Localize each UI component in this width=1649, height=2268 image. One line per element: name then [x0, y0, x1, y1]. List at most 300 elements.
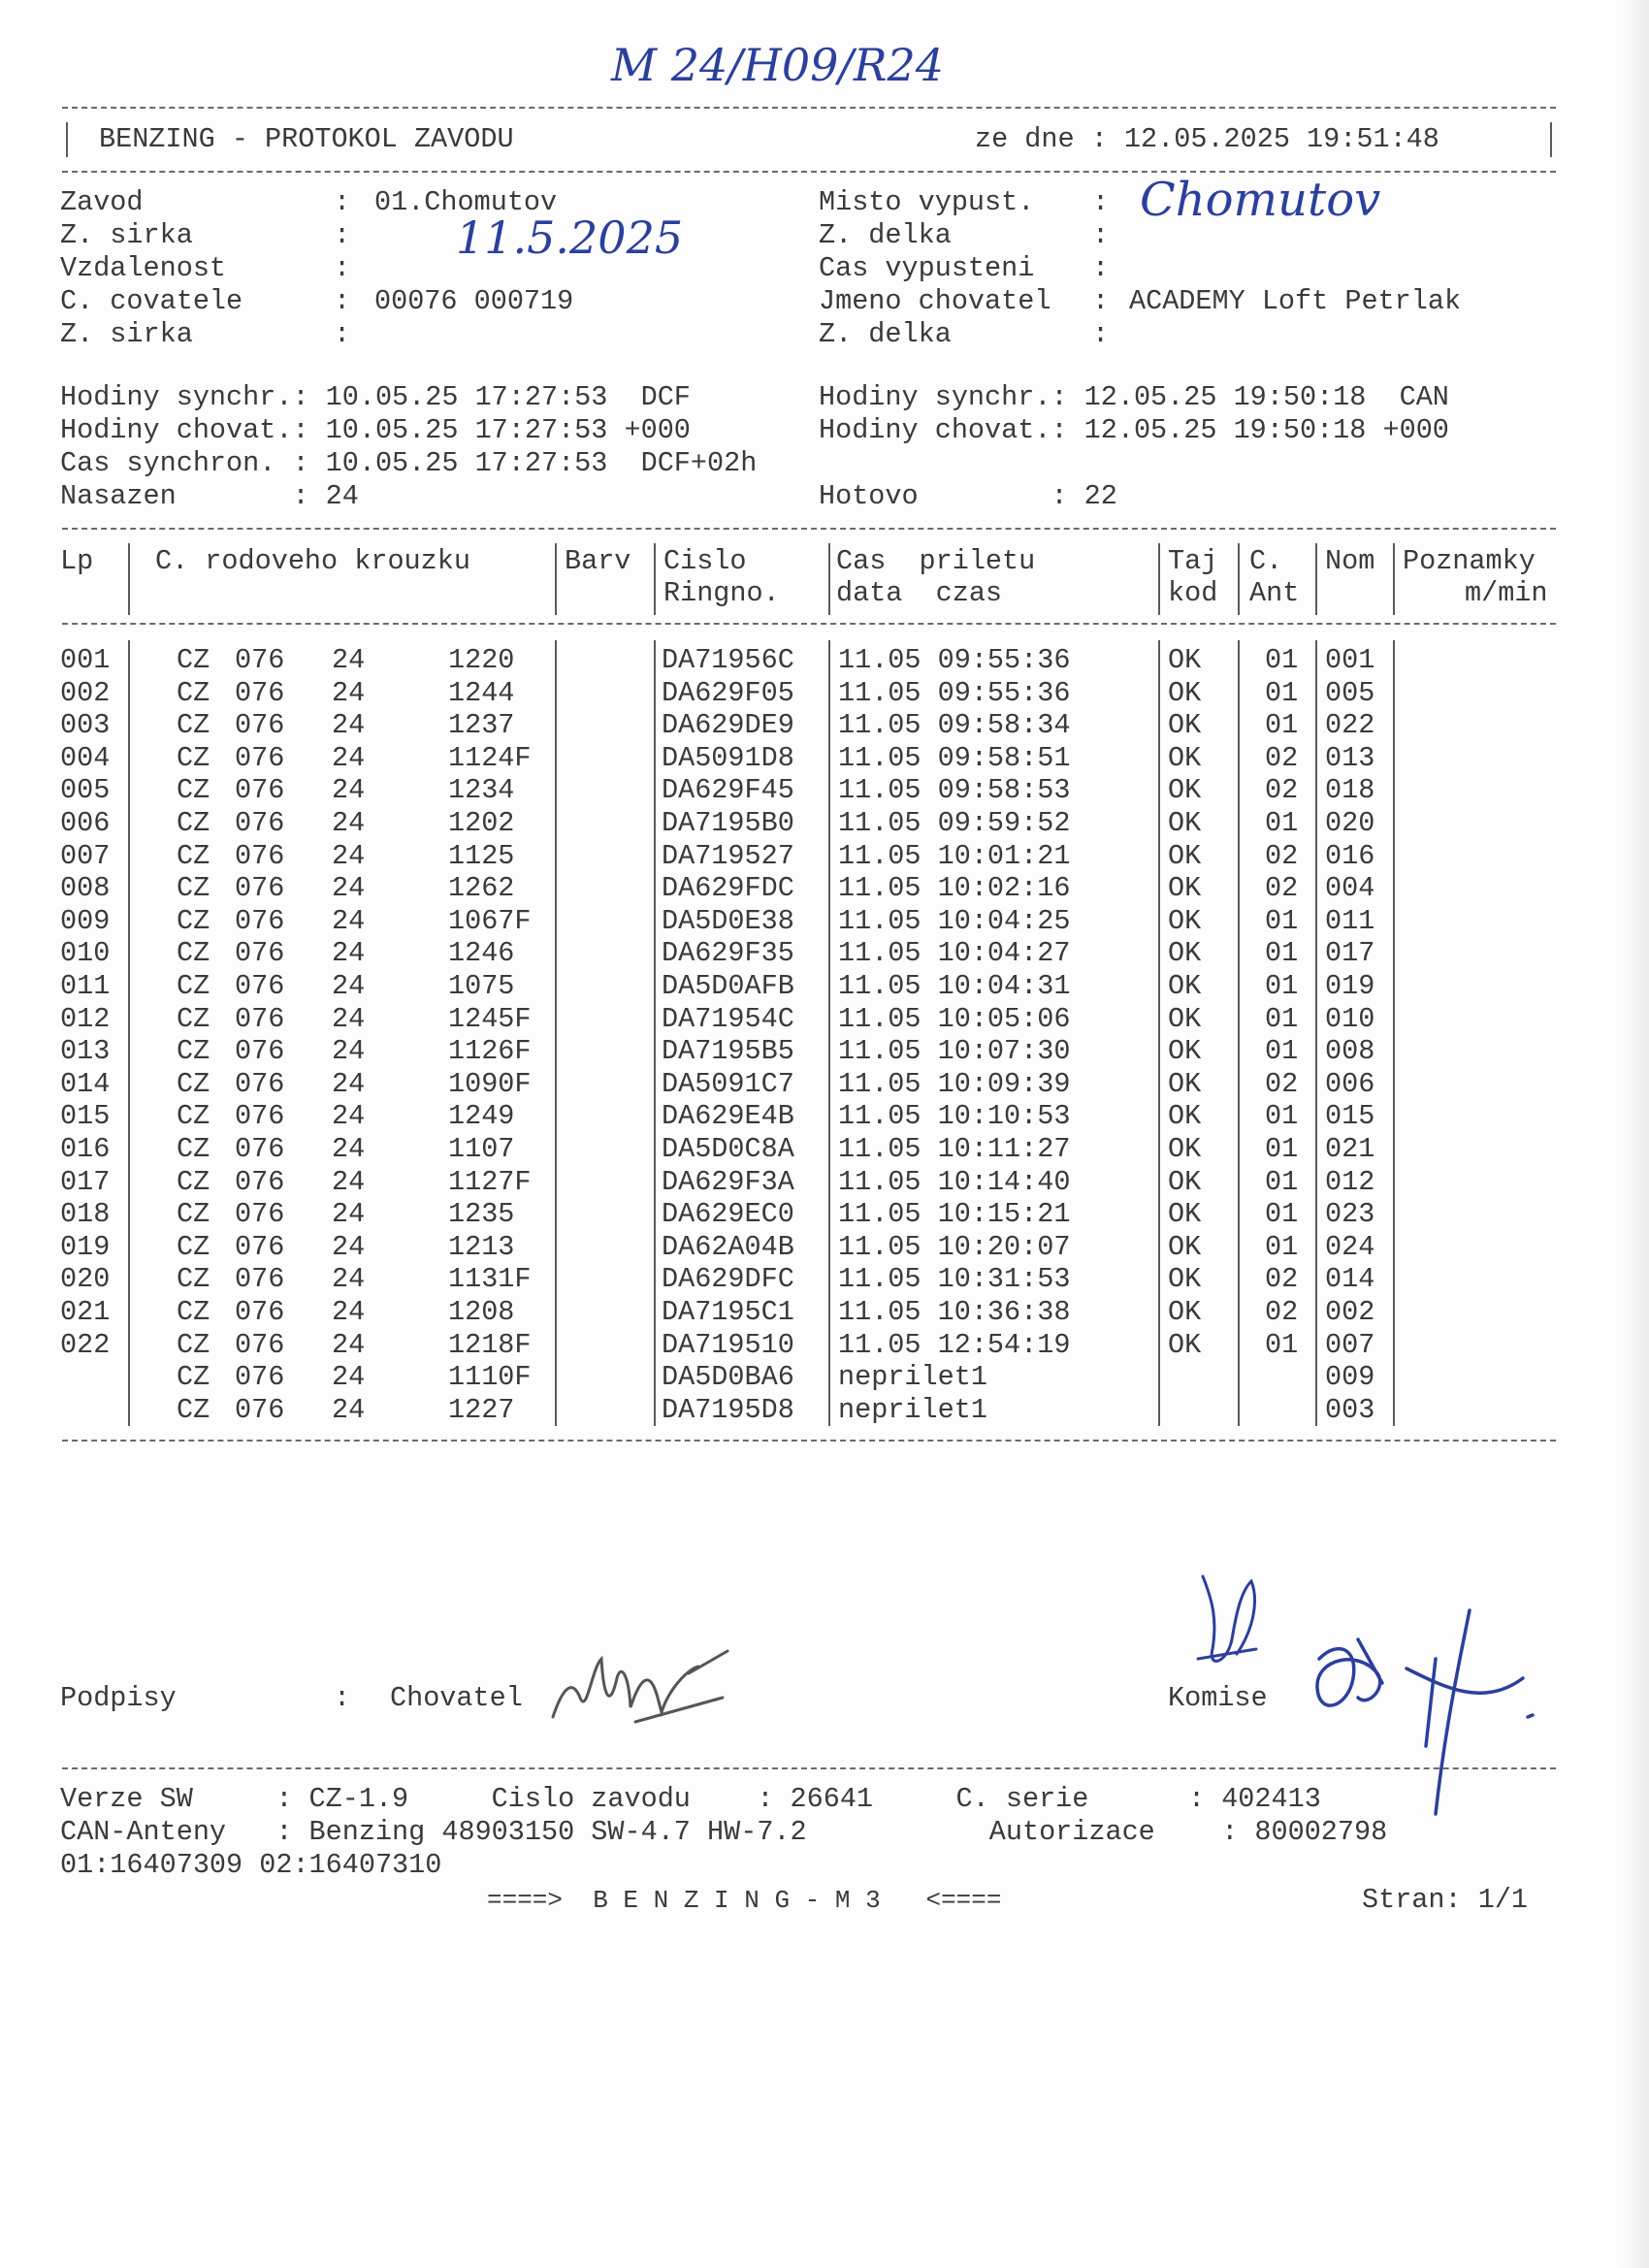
sync-left-line: Hodiny chovat.: 10.05.25 17:27:53 +000	[60, 414, 691, 446]
cell-antenna: 01	[1265, 1035, 1299, 1068]
table-row	[0, 774, 1649, 807]
cell-year: 24	[332, 1067, 366, 1100]
cell-arrival-time: 11.05 10:04:27	[838, 937, 1071, 970]
cell-country: CZ	[177, 1067, 210, 1100]
cell-lp: 002	[60, 676, 111, 709]
cell-code: OK	[1168, 839, 1202, 872]
cell-antenna: 01	[1265, 644, 1299, 676]
cell-nom: 004	[1325, 872, 1375, 905]
cell-nom: 001	[1325, 644, 1375, 676]
cell-chip: DA719510	[662, 1328, 794, 1361]
col-line	[1393, 543, 1395, 615]
cell-region: 076	[235, 807, 285, 839]
cell-arrival-time: neprilet1	[838, 1393, 987, 1426]
cell-antenna: 01	[1265, 1002, 1299, 1035]
cell-ring-number: 1237	[448, 709, 515, 742]
cell-code: OK	[1168, 1100, 1202, 1133]
cell-lp: 011	[60, 970, 111, 1002]
handwritten-release-place: Chomutov	[1140, 173, 1381, 227]
cell-chip: DA629EC0	[662, 1198, 794, 1231]
cell-region: 076	[235, 1165, 285, 1198]
cell-antenna: 01	[1265, 676, 1299, 709]
cell-year: 24	[332, 1165, 366, 1198]
cell-country: CZ	[177, 1361, 210, 1394]
cell-region: 076	[235, 937, 285, 970]
cell-arrival-time: 11.05 10:02:16	[838, 872, 1071, 905]
info-left-value: 01.Chomutov	[374, 186, 558, 218]
cell-region: 076	[235, 970, 285, 1002]
cell-code: OK	[1168, 807, 1202, 839]
cell-lp: 004	[60, 741, 111, 774]
col-header-cislo: Cislo	[663, 545, 747, 577]
cell-lp: 013	[60, 1035, 111, 1068]
cell-chip: DA5091D8	[662, 741, 794, 774]
cell-year: 24	[332, 709, 366, 742]
cell-chip: DA629F3A	[662, 1165, 794, 1198]
table-row	[0, 1166, 1649, 1199]
cell-ring-number: 1202	[448, 807, 515, 839]
cell-chip: DA71954C	[662, 1002, 794, 1035]
sync-right-line: Hotovo : 22	[819, 480, 1117, 512]
cell-year: 24	[332, 807, 366, 839]
cell-year: 24	[332, 1263, 366, 1296]
table-row	[0, 840, 1649, 873]
info-colon: :	[1092, 252, 1110, 284]
info-left-label: Zavod	[60, 186, 144, 218]
cell-year: 24	[332, 1328, 366, 1361]
cell-arrival-time: 11.05 09:59:52	[838, 807, 1071, 839]
cell-antenna: 01	[1265, 970, 1299, 1002]
cell-code: OK	[1168, 1230, 1202, 1263]
table-row	[0, 1296, 1649, 1329]
cell-ring-number: 1220	[448, 644, 515, 676]
cell-lp: 016	[60, 1133, 111, 1165]
cell-code: OK	[1168, 937, 1202, 970]
cell-antenna: 01	[1265, 1165, 1299, 1198]
col-line	[555, 543, 557, 615]
cell-year: 24	[332, 937, 366, 970]
cell-arrival-time: 11.05 10:09:39	[838, 1067, 1071, 1100]
cell-region: 076	[235, 741, 285, 774]
cell-ring-number: 1131F	[448, 1263, 532, 1296]
cell-antenna: 02	[1265, 774, 1299, 807]
cell-chip: DA5D0AFB	[662, 970, 794, 1002]
table-row	[0, 742, 1649, 775]
table-row	[0, 970, 1649, 1003]
cell-antenna: 01	[1265, 1100, 1299, 1133]
cell-region: 076	[235, 1100, 285, 1133]
cell-antenna: 01	[1265, 904, 1299, 937]
cell-chip: DA7195B5	[662, 1035, 794, 1068]
cell-year: 24	[332, 1230, 366, 1263]
info-left-value: 00076 000719	[374, 285, 574, 317]
cell-chip: DA5091C7	[662, 1067, 794, 1100]
col-line	[1238, 543, 1240, 615]
cell-antenna: 01	[1265, 937, 1299, 970]
info-right-label: Misto vypust.	[819, 186, 1035, 218]
cell-region: 076	[235, 1296, 285, 1328]
cell-nom: 008	[1325, 1035, 1375, 1068]
col-header-barv: Barv	[565, 545, 631, 577]
cell-code: OK	[1168, 1263, 1202, 1296]
cell-year: 24	[332, 1361, 366, 1394]
cell-country: CZ	[177, 1198, 210, 1231]
cell-country: CZ	[177, 644, 210, 676]
col-header-data-czas: data czas	[836, 577, 1003, 609]
cell-antenna: 01	[1265, 807, 1299, 839]
cell-antenna: 02	[1265, 839, 1299, 872]
cell-country: CZ	[177, 1035, 210, 1068]
cell-chip: DA629DFC	[662, 1263, 794, 1296]
cell-nom: 023	[1325, 1198, 1375, 1231]
table-row	[0, 677, 1649, 710]
divider	[62, 623, 1556, 625]
cell-country: CZ	[177, 1263, 210, 1296]
cell-ring-number: 1227	[448, 1393, 515, 1426]
col-line	[128, 543, 130, 615]
cell-code: OK	[1168, 774, 1202, 807]
cell-region: 076	[235, 774, 285, 807]
info-left-label: Vzdalenost	[60, 252, 227, 284]
header-right-border	[1550, 122, 1552, 157]
info-colon: :	[1092, 318, 1110, 350]
signatures-colon: :	[334, 1682, 351, 1714]
cell-year: 24	[332, 1002, 366, 1035]
cell-chip: DA71956C	[662, 644, 794, 676]
cell-country: CZ	[177, 709, 210, 742]
cell-lp: 019	[60, 1230, 111, 1263]
cell-chip: DA629DE9	[662, 709, 794, 742]
info-colon: :	[334, 285, 351, 317]
cell-ring-number: 1067F	[448, 904, 532, 937]
cell-lp: 009	[60, 904, 111, 937]
cell-year: 24	[332, 1393, 366, 1426]
cell-chip: DA629FDC	[662, 872, 794, 905]
cell-nom: 020	[1325, 807, 1375, 839]
cell-region: 076	[235, 1035, 285, 1068]
protocol-date: ze dne : 12.05.2025 19:51:48	[975, 123, 1439, 155]
col-line	[654, 543, 656, 615]
cell-country: CZ	[177, 774, 210, 807]
cell-country: CZ	[177, 1230, 210, 1263]
cell-lp: 003	[60, 709, 111, 742]
cell-antenna: 02	[1265, 1296, 1299, 1328]
cell-country: CZ	[177, 1100, 210, 1133]
table-row	[0, 1231, 1649, 1264]
info-colon: :	[334, 252, 351, 284]
cell-nom: 015	[1325, 1100, 1375, 1133]
cell-lp: 010	[60, 937, 111, 970]
table-row	[0, 1263, 1649, 1296]
info-colon: :	[1092, 219, 1110, 251]
cell-year: 24	[332, 970, 366, 1002]
cell-lp: 012	[60, 1002, 111, 1035]
table-row	[0, 709, 1649, 742]
cell-country: CZ	[177, 741, 210, 774]
cell-antenna: 02	[1265, 1067, 1299, 1100]
cell-country: CZ	[177, 937, 210, 970]
cell-ring-number: 1235	[448, 1198, 515, 1231]
cell-arrival-time: 11.05 09:58:53	[838, 774, 1071, 807]
cell-year: 24	[332, 644, 366, 676]
cell-lp: 022	[60, 1328, 111, 1361]
cell-country: CZ	[177, 807, 210, 839]
divider	[62, 1767, 1556, 1769]
col-header-ring: C. rodoveho krouzku	[155, 545, 470, 577]
cell-country: CZ	[177, 1133, 210, 1165]
cell-antenna: 02	[1265, 872, 1299, 905]
cell-region: 076	[235, 872, 285, 905]
cell-chip: DA5D0C8A	[662, 1133, 794, 1165]
cell-chip: DA7195C1	[662, 1296, 794, 1328]
cell-chip: DA7195B0	[662, 807, 794, 839]
info-right-label: Z. delka	[819, 219, 952, 251]
cell-year: 24	[332, 774, 366, 807]
col-header-ringno: Ringno.	[663, 577, 780, 609]
cell-nom: 006	[1325, 1067, 1375, 1100]
cell-code: OK	[1168, 644, 1202, 676]
table-row	[0, 1133, 1649, 1166]
cell-lp: 007	[60, 839, 111, 872]
cell-nom: 010	[1325, 1002, 1375, 1035]
footer-line-1: Verze SW : CZ-1.9 Cislo zavodu : 26641 C. serie : 402413	[60, 1783, 1321, 1815]
commission-signature-2	[1300, 1601, 1552, 1824]
cell-region: 076	[235, 1393, 285, 1426]
cell-lp: 008	[60, 872, 111, 905]
info-colon: :	[334, 219, 351, 251]
cell-year: 24	[332, 741, 366, 774]
cell-antenna: 01	[1265, 1230, 1299, 1263]
cell-region: 076	[235, 644, 285, 676]
table-row	[0, 1394, 1649, 1427]
cell-code: OK	[1168, 741, 1202, 774]
cell-arrival-time: 11.05 10:14:40	[838, 1165, 1071, 1198]
table-row	[0, 1198, 1649, 1231]
cell-region: 076	[235, 1067, 285, 1100]
table-row	[0, 1068, 1649, 1101]
cell-ring-number: 1218F	[448, 1328, 532, 1361]
cell-chip: DA629F05	[662, 676, 794, 709]
cell-arrival-time: neprilet1	[838, 1361, 987, 1394]
cell-nom: 012	[1325, 1165, 1375, 1198]
cell-nom: 016	[1325, 839, 1375, 872]
cell-ring-number: 1075	[448, 970, 515, 1002]
cell-code: OK	[1168, 1035, 1202, 1068]
protocol-title: BENZING - PROTOKOL ZAVODU	[99, 123, 514, 155]
divider	[62, 1440, 1556, 1442]
cell-year: 24	[332, 839, 366, 872]
col-header-poznamky: Poznamky	[1403, 545, 1536, 577]
cell-code: OK	[1168, 1296, 1202, 1328]
footer-banner: ====> B E N Z I N G - M 3 <====	[487, 1886, 1002, 1915]
cell-lp: 021	[60, 1296, 111, 1328]
breeder-signature	[543, 1639, 757, 1736]
cell-lp: 014	[60, 1067, 111, 1100]
cell-ring-number: 1249	[448, 1100, 515, 1133]
cell-ring-number: 1090F	[448, 1067, 532, 1100]
col-header-mmin: m/min	[1465, 577, 1548, 609]
cell-arrival-time: 11.05 10:20:07	[838, 1230, 1071, 1263]
cell-year: 24	[332, 872, 366, 905]
cell-code: OK	[1168, 1165, 1202, 1198]
cell-code: OK	[1168, 970, 1202, 1002]
cell-code: OK	[1168, 904, 1202, 937]
cell-code: OK	[1168, 1198, 1202, 1231]
table-row	[0, 905, 1649, 938]
cell-arrival-time: 11.05 10:15:21	[838, 1198, 1071, 1231]
cell-arrival-time: 11.05 12:54:19	[838, 1328, 1071, 1361]
cell-lp: 001	[60, 644, 111, 676]
table-row	[0, 872, 1649, 905]
cell-region: 076	[235, 676, 285, 709]
cell-ring-number: 1125	[448, 839, 515, 872]
info-colon: :	[1092, 285, 1110, 317]
header-left-border	[66, 122, 68, 157]
cell-ring-number: 1127F	[448, 1165, 532, 1198]
cell-code: OK	[1168, 1328, 1202, 1361]
cell-arrival-time: 11.05 10:04:31	[838, 970, 1071, 1002]
cell-arrival-time: 11.05 10:11:27	[838, 1133, 1071, 1165]
col-header-ant: Ant	[1249, 577, 1300, 609]
cell-ring-number: 1110F	[448, 1361, 532, 1394]
cell-region: 076	[235, 1263, 285, 1296]
sync-left-line: Cas synchron. : 10.05.25 17:27:53 DCF+02h	[60, 447, 758, 479]
info-colon: :	[334, 186, 351, 218]
table-row	[0, 1361, 1649, 1394]
cell-year: 24	[332, 1133, 366, 1165]
cell-lp: 018	[60, 1198, 111, 1231]
cell-country: CZ	[177, 970, 210, 1002]
cell-ring-number: 1244	[448, 676, 515, 709]
cell-antenna: 01	[1265, 1133, 1299, 1165]
cell-country: CZ	[177, 839, 210, 872]
cell-ring-number: 1124F	[448, 741, 532, 774]
cell-country: CZ	[177, 1002, 210, 1035]
cell-antenna: 01	[1265, 1198, 1299, 1231]
cell-code: OK	[1168, 1133, 1202, 1165]
cell-year: 24	[332, 1296, 366, 1328]
handwritten-code: M 24/H09/R24	[611, 39, 945, 91]
sync-right-line: Hodiny chovat.: 12.05.25 19:50:18 +000	[819, 414, 1449, 446]
cell-antenna: 01	[1265, 1328, 1299, 1361]
cell-ring-number: 1107	[448, 1133, 515, 1165]
divider	[62, 528, 1556, 530]
handwritten-date: 11.5.2025	[456, 211, 684, 264]
cell-lp: 017	[60, 1165, 111, 1198]
footer-line-2: CAN-Anteny : Benzing 48903150 SW-4.7 HW-7.2 Autorizace : 80002798	[60, 1816, 1388, 1848]
cell-antenna: 01	[1265, 709, 1299, 742]
cell-chip: DA5D0BA6	[662, 1361, 794, 1394]
cell-arrival-time: 11.05 10:07:30	[838, 1035, 1071, 1068]
cell-lp: 005	[60, 774, 111, 807]
sync-left-line: Nasazen : 24	[60, 480, 359, 512]
cell-lp: 015	[60, 1100, 111, 1133]
cell-nom: 019	[1325, 970, 1375, 1002]
cell-nom: 014	[1325, 1263, 1375, 1296]
cell-year: 24	[332, 676, 366, 709]
cell-arrival-time: 11.05 10:01:21	[838, 839, 1071, 872]
cell-region: 076	[235, 1230, 285, 1263]
cell-chip: DA719527	[662, 839, 794, 872]
table-row	[0, 807, 1649, 840]
cell-nom: 003	[1325, 1393, 1375, 1426]
cell-arrival-time: 11.05 10:31:53	[838, 1263, 1071, 1296]
sync-left-line: Hodiny synchr.: 10.05.25 17:27:53 DCF	[60, 381, 691, 413]
cell-arrival-time: 11.05 09:58:34	[838, 709, 1071, 742]
col-line	[1158, 543, 1160, 615]
cell-ring-number: 1126F	[448, 1035, 532, 1068]
cell-region: 076	[235, 709, 285, 742]
cell-nom: 021	[1325, 1133, 1375, 1165]
cell-nom: 011	[1325, 904, 1375, 937]
cell-nom: 024	[1325, 1230, 1375, 1263]
cell-chip: DA629E4B	[662, 1100, 794, 1133]
cell-country: CZ	[177, 904, 210, 937]
col-header-c: C.	[1249, 545, 1283, 577]
table-row	[0, 1100, 1649, 1133]
cell-ring-number: 1246	[448, 937, 515, 970]
cell-ring-number: 1234	[448, 774, 515, 807]
breeder-signature-label: Chovatel	[390, 1682, 523, 1714]
cell-code: OK	[1168, 1067, 1202, 1100]
cell-chip: DA5D0E38	[662, 904, 794, 937]
cell-arrival-time: 11.05 10:04:25	[838, 904, 1071, 937]
cell-ring-number: 1208	[448, 1296, 515, 1328]
cell-country: CZ	[177, 1328, 210, 1361]
cell-lp: 006	[60, 807, 111, 839]
cell-country: CZ	[177, 872, 210, 905]
table-row	[0, 644, 1649, 677]
cell-chip: DA629F45	[662, 774, 794, 807]
cell-year: 24	[332, 904, 366, 937]
cell-region: 076	[235, 1198, 285, 1231]
info-left-label: C. covatele	[60, 285, 243, 317]
cell-ring-number: 1245F	[448, 1002, 532, 1035]
cell-arrival-time: 11.05 09:55:36	[838, 644, 1071, 676]
info-right-label: Cas vypusteni	[819, 252, 1035, 284]
cell-arrival-time: 11.05 10:05:06	[838, 1002, 1071, 1035]
cell-antenna: 02	[1265, 741, 1299, 774]
sync-right-line: Hodiny synchr.: 12.05.25 19:50:18 CAN	[819, 381, 1449, 413]
info-right-label: Z. delka	[819, 318, 952, 350]
cell-region: 076	[235, 1002, 285, 1035]
cell-country: CZ	[177, 1165, 210, 1198]
cell-nom: 022	[1325, 709, 1375, 742]
col-header-cas: Cas priletu	[836, 545, 1036, 577]
cell-year: 24	[332, 1100, 366, 1133]
cell-nom: 002	[1325, 1296, 1375, 1328]
cell-country: CZ	[177, 1296, 210, 1328]
cell-nom: 005	[1325, 676, 1375, 709]
cell-nom: 009	[1325, 1361, 1375, 1394]
cell-code: OK	[1168, 676, 1202, 709]
cell-code: OK	[1168, 1002, 1202, 1035]
info-right-label: Jmeno chovatel	[819, 285, 1051, 317]
cell-region: 076	[235, 839, 285, 872]
cell-arrival-time: 11.05 10:10:53	[838, 1100, 1071, 1133]
cell-region: 076	[235, 1133, 285, 1165]
cell-arrival-time: 11.05 10:36:38	[838, 1296, 1071, 1328]
col-line	[828, 543, 830, 615]
cell-nom: 017	[1325, 937, 1375, 970]
col-header-kod: kod	[1168, 577, 1218, 609]
signatures-label: Podpisy	[60, 1682, 177, 1714]
col-header-lp: Lp	[60, 545, 94, 577]
table-row	[0, 1003, 1649, 1036]
info-colon: :	[334, 318, 351, 350]
cell-ring-number: 1213	[448, 1230, 515, 1263]
footer-line-3: 01:16407309 02:16407310	[60, 1849, 442, 1881]
